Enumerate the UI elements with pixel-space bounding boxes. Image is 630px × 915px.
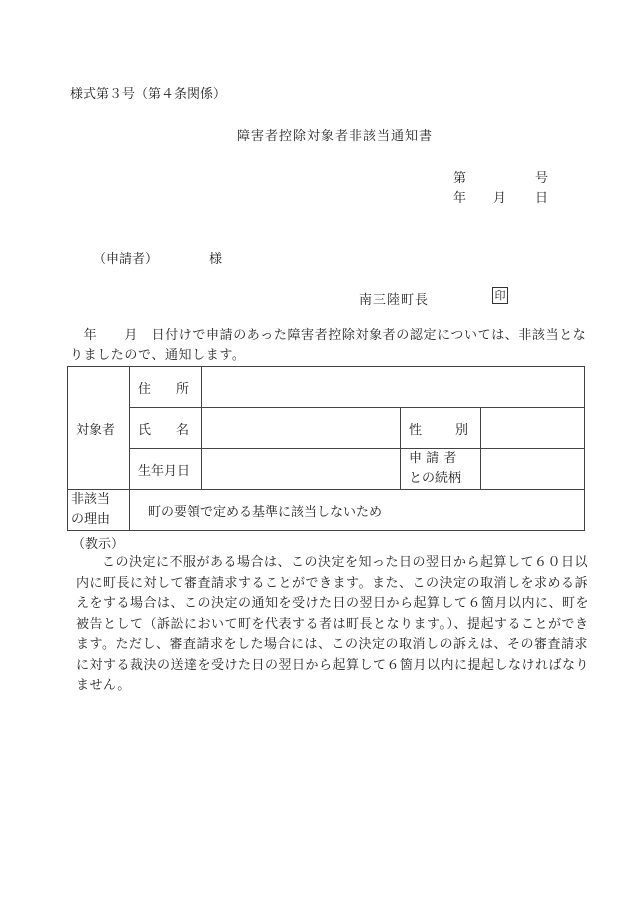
form-number: 様式第３号（第４条関係） — [70, 87, 227, 102]
doc-number-suffix: 号 — [535, 171, 549, 186]
gender-value[interactable] — [481, 408, 585, 449]
notice-text: この決定に不服がある場合は、この決定を知った日の翌日から起算して６０日以内に町長に対して審査請求することができます。また、この決定の取消しを求める訴えをする場合は、この決定の通知を受けた日の翌日から起算して６箇月以内に、町を被告として（訴訟において町を代表する者は町長となります。）、提起することができます。ただし、審査請求をした場合には、この決定の取消しの訴えは、その審査請求に対する裁決の送達を受けた日の翌日から起算して６箇月以内に提起しなければなりません。 — [76, 555, 590, 693]
body-text: 年 月 日付けで申請のあった障害者控除対象者の認定については、非該当となりましたので、通知します。 — [70, 328, 587, 363]
gender-label: 性 別 — [401, 408, 481, 449]
date-year: 年 — [453, 191, 467, 206]
birthdate-value[interactable] — [202, 449, 401, 490]
reason-label: 非該当 の理由 — [68, 490, 130, 531]
name-value[interactable] — [202, 408, 401, 449]
doc-number-prefix: 第 — [453, 171, 467, 186]
seal-icon: 印 — [492, 287, 508, 304]
subject-label: 対象者 — [68, 367, 130, 490]
document-title: 障害者控除対象者非該当通知書 — [237, 129, 434, 144]
address-label: 住 所 — [130, 367, 202, 408]
subject-table — [67, 366, 585, 531]
address-value[interactable] — [202, 367, 585, 408]
applicant-honorific: 様 — [209, 252, 223, 267]
date-day: 日 — [535, 191, 549, 206]
notice-heading: （教示） — [72, 537, 125, 552]
date-month: 月 — [493, 191, 507, 206]
issuer-name: 南三陸町長 — [359, 293, 430, 308]
reason-value: 町の要領で定める基準に該当しないため — [130, 490, 585, 531]
relation-value[interactable] — [481, 449, 585, 490]
applicant-label: （申請者） — [93, 252, 159, 267]
relation-label: 申 請 者 との続柄 — [401, 449, 481, 490]
name-label: 氏 名 — [130, 408, 202, 449]
birthdate-label: 生年月日 — [130, 449, 202, 490]
applicant-line — [93, 248, 223, 267]
